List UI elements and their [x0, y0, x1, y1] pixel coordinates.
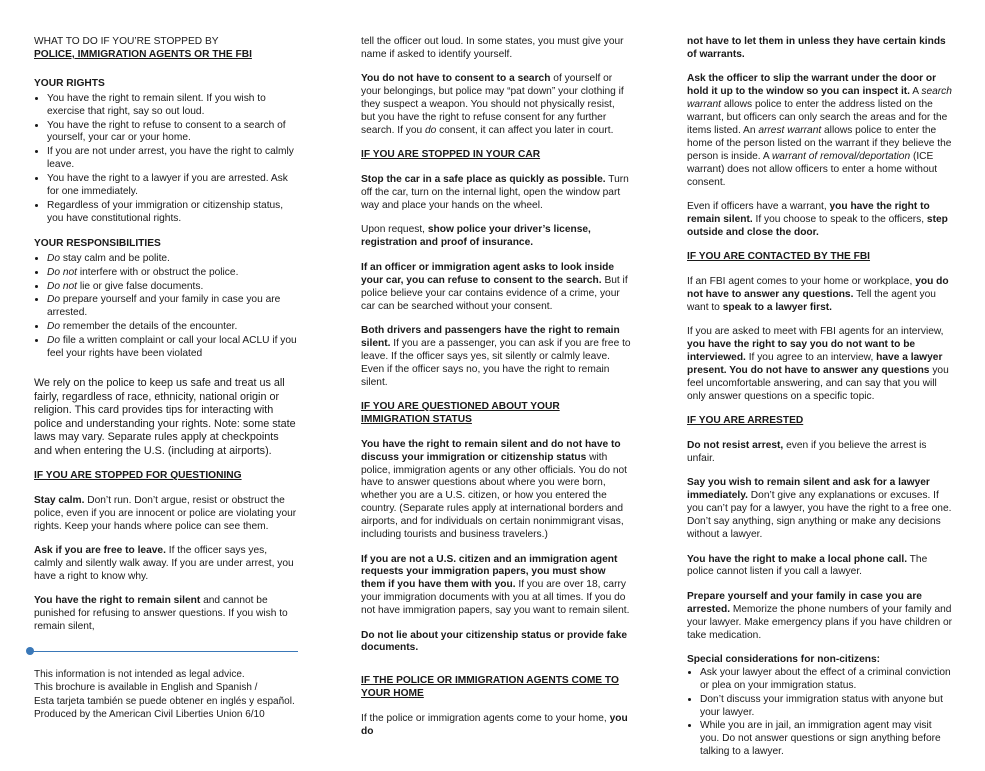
- questioning-paragraph: Ask if you are free to leave. If the officer says yes, calmly and silently walk away. If you are under arrest, you have a right to know why.: [34, 545, 294, 582]
- search-paragraph: You do not have to consent to a search of yourself or your belongings, but police may “pat down” your clothing if they suspect a weapon. You should not physically resist, but you have the right to refuse consent for any further search. If you do consent, it can affect you later in court.: [361, 73, 624, 136]
- warrant-paragraph: Ask the officer to slip the warrant under the door or hold it up to the window so you can inspect it. A search warrant allows police to enter the address listed on the warrant, but officers can only search the areas and for the items listed. An arrest warrant allows police to enter the home of the person listed on the warrant if they believe the person is inside. A warrant of removal/deportation (ICE warrant) does not allow officers to enter a home without consent.: [687, 73, 952, 188]
- rights-item: • If you are not under arrest, you have the right to calmly leave.: [47, 146, 298, 172]
- responsibilities-list: [34, 253, 298, 361]
- fbi-heading: IF YOU ARE CONTACTED BY THE FBI: [687, 251, 871, 263]
- rights-heading: YOUR RIGHTS: [34, 77, 105, 89]
- responsibility-item: [47, 281, 298, 294]
- footer-line: This information is not intended as legal advice.: [34, 669, 245, 680]
- responsibility-item: [47, 321, 298, 334]
- responsibility-text: prepare yourself and your family in case you are arrested.: [47, 294, 281, 319]
- responsibility-emphasis: Do not: [47, 280, 78, 292]
- responsibility-emphasis: Do: [47, 294, 61, 306]
- responsibility-emphasis: Do not: [47, 266, 78, 278]
- car-paragraph: Upon request, show police your driver’s license, registration and proof of insurance.: [361, 224, 591, 249]
- brochure-title-line2: POLICE, IMMIGRATION AGENTS OR THE FBI: [34, 48, 252, 60]
- intro-paragraph: We rely on the police to keep us safe and treat us all fairly, regardless of race, ethnicity, national origin or religion. This card provides tips for interacting with police and understanding your rights. Note: some state laws may vary. Separate rules apply at checkpoints and when entering the U.S. (including at airports).: [34, 376, 296, 457]
- car-paragraph: Stop the car in a safe place as quickly as possible. Turn off the car, turn on the internal light, open the window part way and place your hands on the wheel.: [361, 174, 629, 212]
- continued-paragraph: tell the officer out loud. In some states, you must give your name if asked to identify yourself.: [361, 36, 624, 60]
- responsibility-emphasis: Do: [47, 252, 61, 264]
- footer-divider: [30, 651, 298, 652]
- immigration-paragraph: You have the right to remain silent and do not have to discuss your immigration or citizenship status with police, immigration agents or any other officials. You do not have to answer questions about where you were born, whether you are a U.S. citizen, or how you entered the country. (Separate rules apply at international borders and airports, and for individuals on certain nonimmigrant visas, including tourists and business travelers.): [361, 438, 627, 541]
- immigration-paragraph: If you are not a U.S. citizen and an immigration agent requests your immigration papers, you must show them if you have them with you. If you are over 18, carry your immigration documents with you at all times. If you do not have immigration papers, say you want to remain silent.: [361, 553, 630, 617]
- home-heading: IF THE POLICE OR IMMIGRATION AGENTS COME TO YOUR HOME: [361, 675, 619, 700]
- immigration-heading: IF YOU ARE QUESTIONED ABOUT YOUR IMMIGRATION STATUS: [361, 400, 560, 425]
- questioning-paragraph: Stay calm. Don’t run. Don’t argue, resist or obstruct the police, even if you are innocent or police are violating your rights. Keep your hands where police can see them.: [34, 494, 297, 532]
- arrest-paragraph: Do not resist arrest, even if you believe the arrest is unfair.: [687, 440, 927, 465]
- special-considerations-list: [687, 667, 952, 759]
- arrest-heading: IF YOU ARE ARRESTED: [687, 415, 804, 427]
- warrant-paragraph: Even if officers have a warrant, you have the right to remain silent. If you choose to speak to the officers, step outside and close the door.: [687, 200, 948, 238]
- rights-item: • You have the right to refuse to consent to a search of yourself, your car or your home.: [47, 120, 298, 146]
- questioning-heading: IF YOU ARE STOPPED FOR QUESTIONING: [34, 470, 242, 481]
- divider-dot-icon: [26, 647, 34, 655]
- responsibility-item: [47, 294, 298, 320]
- home-paragraph: If the police or immigration agents come to your home, you do: [361, 713, 628, 738]
- footer-line: Esta tarjeta también se puede obtener en inglés y español.: [34, 695, 295, 707]
- column-right: [687, 36, 952, 771]
- arrest-paragraph: Say you wish to remain silent and ask for a lawyer immediately. Don’t give any explanations or excuses. If you can’t pay for a lawyer, you have the right to a free one. Don’t say anything, sign anything or make any decisions without a lawyer.: [687, 477, 952, 541]
- responsibility-item: [47, 267, 298, 280]
- special-considerations-heading: Special considerations for non-citizens:: [687, 653, 881, 665]
- footer-line: Produced by the American Civil Liberties Union 6/10: [34, 709, 265, 721]
- responsibility-text: remember the details of the encounter.: [60, 321, 238, 333]
- responsibility-text: stay calm and be polite.: [60, 252, 170, 264]
- rights-item: • Regardless of your immigration or citizenship status, you have constitutional rights.: [47, 200, 298, 226]
- footer: [34, 668, 304, 722]
- column-left: [34, 36, 298, 646]
- rights-item: • You have the right to a lawyer if you are arrested. Ask for one immediately.: [47, 173, 298, 199]
- responsibility-item: [47, 253, 298, 266]
- rights-list: [34, 93, 298, 226]
- fbi-paragraph: If you are asked to meet with FBI agents for an interview, you have the right to say you do not want to be interviewed. If you agree to an interview, have a lawyer present. You do not have to answer any questions you feel uncomfortable answering, and can say that you will only answer questions on a specific topic.: [687, 326, 949, 402]
- responsibility-emphasis: Do: [47, 335, 61, 347]
- responsibility-text: lie or give false documents.: [77, 280, 204, 292]
- special-item: • Ask your lawyer about the effect of a criminal conviction or plea on your immigration status.: [700, 667, 952, 693]
- questioning-paragraph: You have the right to remain silent and cannot be punished for refusing to answer questions. If you wish to remain silent,: [34, 595, 288, 633]
- column-middle: [361, 36, 631, 750]
- responsibilities-heading: YOUR RESPONSIBILITIES: [34, 237, 161, 249]
- car-heading: IF YOU ARE STOPPED IN YOUR CAR: [361, 149, 541, 161]
- brochure-title-line1: WHAT TO DO IF YOU’RE STOPPED BY: [34, 36, 219, 47]
- responsibility-item: [47, 335, 298, 361]
- arrest-paragraph: Prepare yourself and your family in case you are arrested. Memorize the phone numbers of your family and your lawyer. Make emergency plans if you have children or take medication.: [687, 590, 953, 641]
- fbi-paragraph: If an FBI agent comes to your home or workplace, you do not have to answer any questions. Tell the agent you want to speak to a lawyer first.: [687, 276, 949, 313]
- footer-line: This brochure is available in English and Spanish /: [34, 682, 258, 694]
- responsibility-text: file a written complaint or call your local ACLU if you feel your rights have been violated: [47, 335, 297, 360]
- immigration-paragraph: Do not lie about your citizenship status or provide fake documents.: [361, 629, 628, 654]
- rights-item: • You have the right to remain silent. If you wish to exercise that right, say so out loud.: [47, 93, 298, 119]
- car-paragraph: If an officer or immigration agent asks to look inside your car, you can refuse to consent to the search. But if police believe your car contains evidence of a crime, your car can be searched without your consent.: [361, 261, 628, 312]
- special-item: • While you are in jail, an immigration agent may visit you. Do not answer questions or sign anything before talking to a lawyer.: [700, 720, 952, 759]
- special-item: • Don’t discuss your immigration status with anyone but your lawyer.: [700, 694, 952, 720]
- car-paragraph: Both drivers and passengers have the right to remain silent. If you are a passenger, you can ask if you are free to leave. If the officer says yes, sit silently or calmly leave. Even if the officer says no, you have the right to remain silent.: [361, 324, 631, 388]
- responsibility-text: interfere with or obstruct the police.: [77, 266, 239, 278]
- continued-paragraph: not have to let them in unless they have certain kinds of warrants.: [687, 36, 946, 60]
- arrest-paragraph: You have the right to make a local phone call. The police cannot listen if you call a lawyer.: [687, 553, 928, 578]
- responsibility-emphasis: Do: [47, 321, 61, 333]
